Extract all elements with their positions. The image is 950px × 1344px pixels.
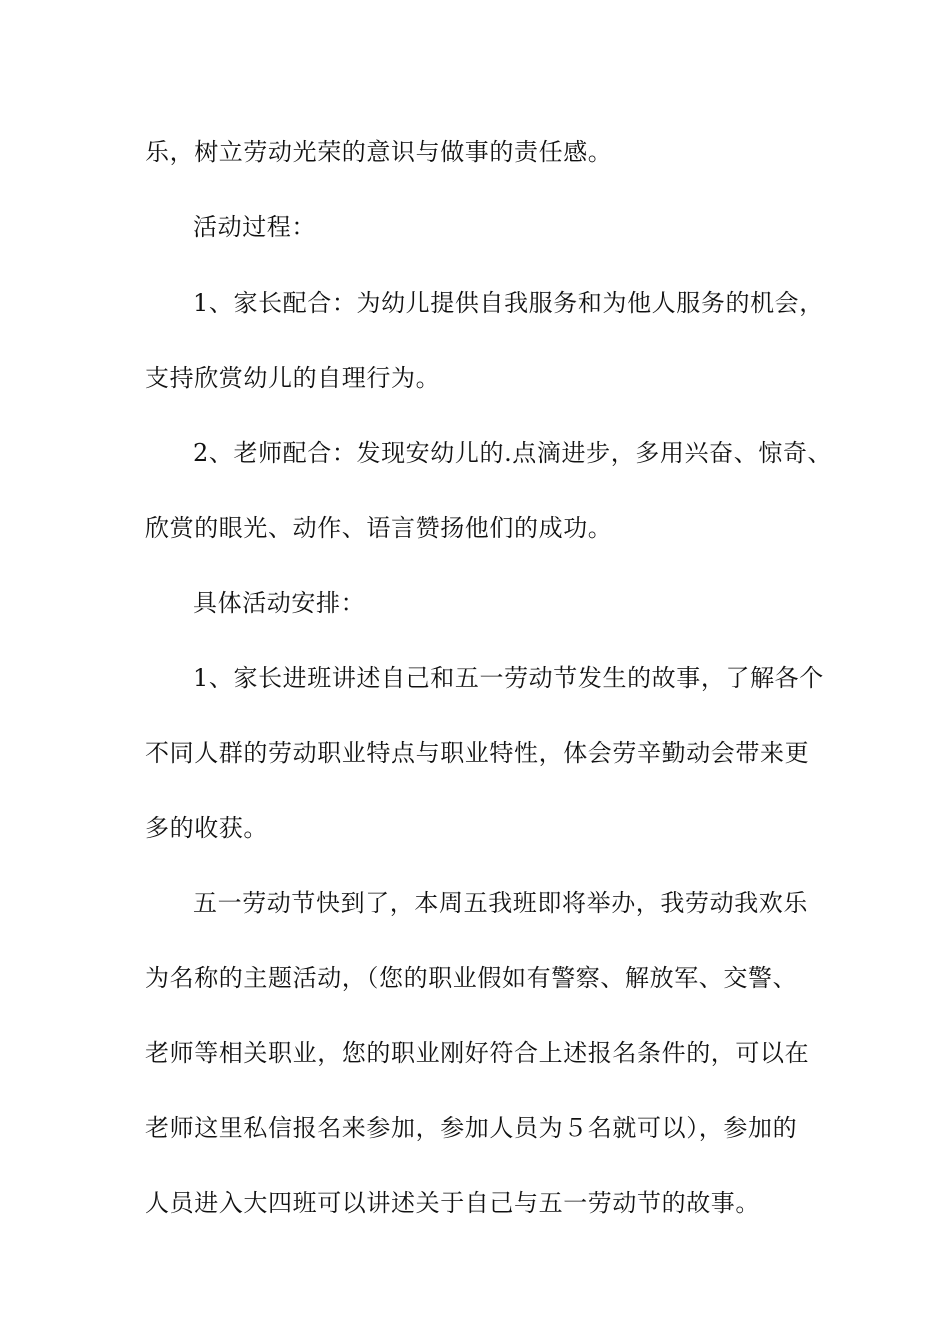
text-line-15: 人员进入大四班可以讲述关于自己与五一劳动节的故事。 — [145, 1189, 760, 1217]
text-line-6: 欣赏的眼光、动作、语言赞扬他们的成功。 — [145, 514, 613, 542]
text-line-4: 支持欣赏幼儿的自理行为。 — [145, 364, 441, 392]
text-line-14: 老师这里私信报名来参加，参加人员为５名就可以），参加的 — [145, 1114, 798, 1142]
text-line-1: 乐，树立劳动光荣的意识与做事的责任感。 — [145, 138, 613, 166]
section-heading-process: 活动过程： — [193, 213, 316, 241]
text-line-5: 2、老师配合：发现安幼儿的.点滴进步，多用兴奋、惊奇、 — [193, 439, 833, 467]
text-line-12: 为名称的主题活动，（您的职业假如有警察、解放军、交警、 — [145, 964, 798, 992]
text-line-13: 老师等相关职业，您的职业刚好符合上述报名条件的，可以在 — [145, 1039, 810, 1067]
text-line-3: 1、家长配合：为幼儿提供自我服务和为他人服务的机会， — [193, 289, 824, 317]
text-line-9: 不同人群的劳动职业特点与职业特性，体会劳辛勤动会带来更 — [145, 739, 810, 767]
text-line-8: 1、家长进班讲述自己和五一劳动节发生的故事，了解各个 — [193, 664, 824, 692]
text-line-11: 五一劳动节快到了，本周五我班即将举办，我劳动我欢乐 — [193, 889, 808, 917]
section-heading-arrangement: 具体活动安排： — [193, 589, 366, 617]
text-line-10: 多的收获。 — [145, 814, 268, 842]
